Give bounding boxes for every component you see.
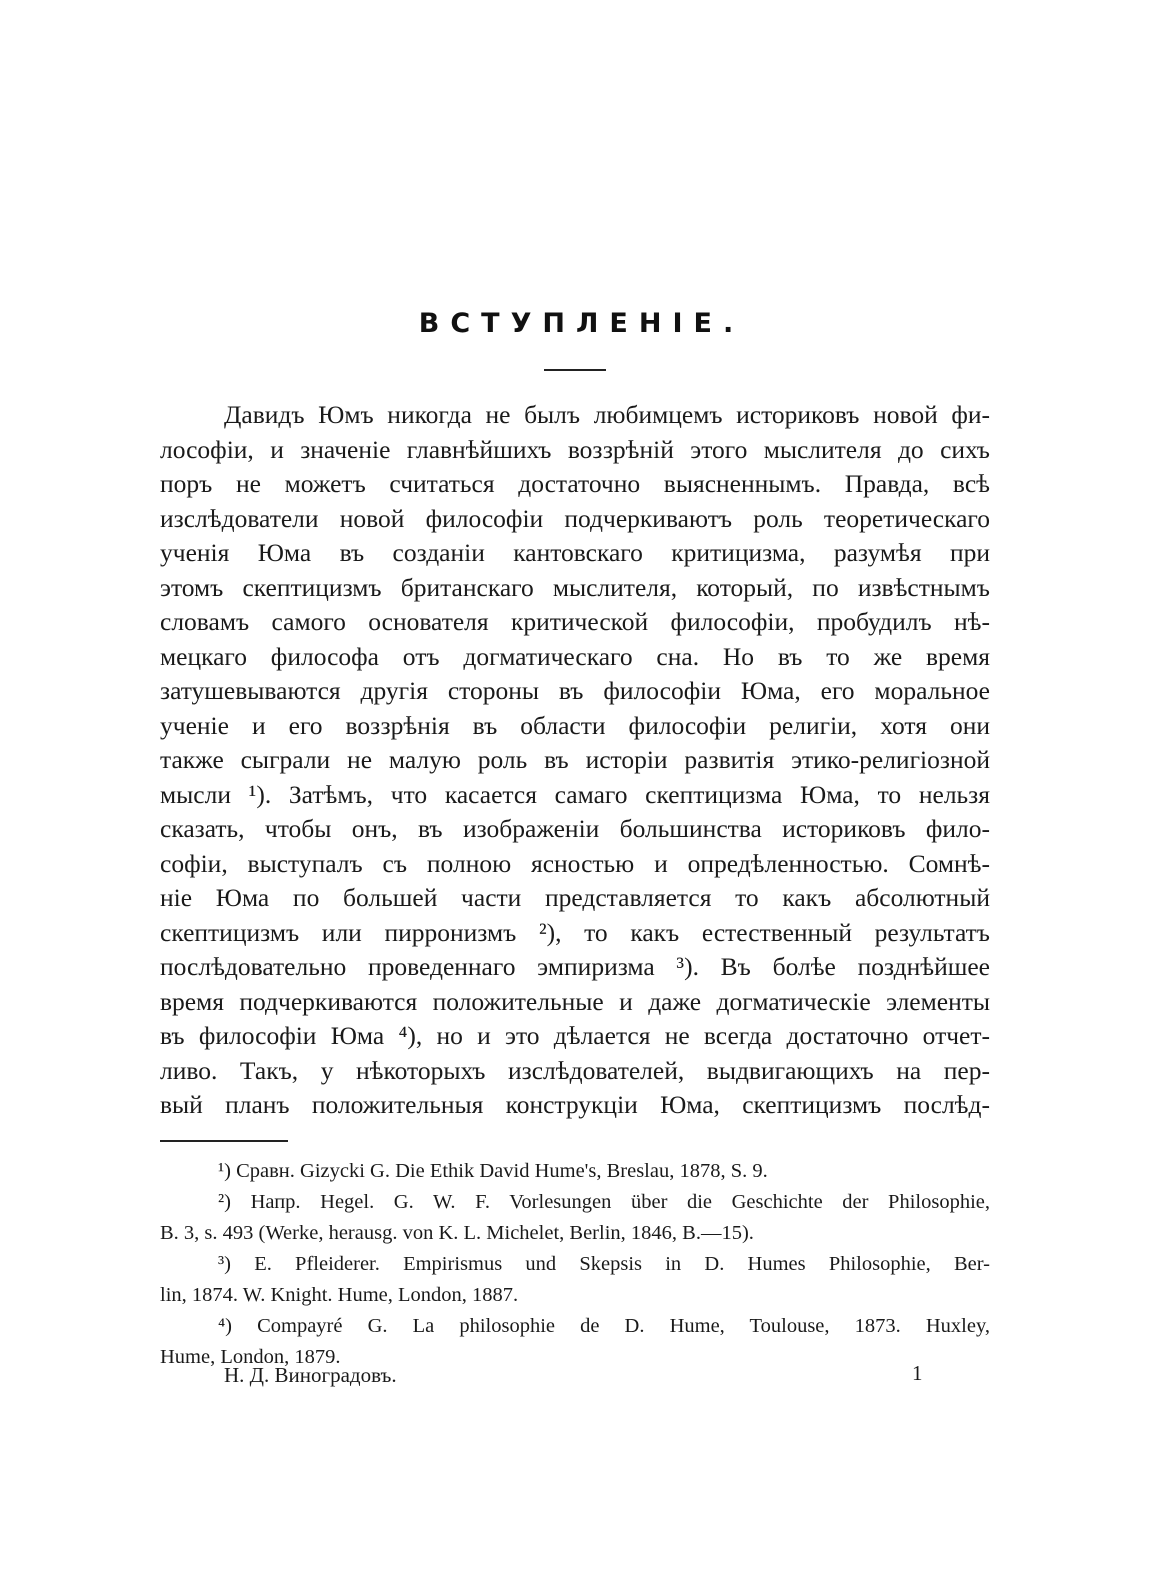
body-paragraph <box>160 398 990 1123</box>
footnote-4-continued: Hume, London, 1879. <box>160 1346 341 1368</box>
footnote-4: ⁴) Compayré G. La philosophie de D. Hume, Toulouse, 1873. Huxley, <box>218 1315 990 1337</box>
body-line: скептицизмъ или пирронизмъ ²), то какъ естественный результатъ <box>160 917 990 947</box>
body-line: вый планъ положительныя конструкціи Юма, скептицизмъ послѣд- <box>160 1090 990 1119</box>
footnote-divider <box>160 1140 288 1142</box>
footnote-3: ³) E. Pfleiderer. Empirismus und Skepsis in D. Humes Philosophie, Ber- <box>218 1253 990 1275</box>
footnote-3-continued: lin, 1874. W. Knight. Hume, London, 1887. <box>160 1284 519 1306</box>
body-line: послѣдовательно проведеннаго эмпиризма ³). Въ болѣе позднѣйшее <box>160 952 990 981</box>
body-line: софіи, выступалъ съ полною ясностью и опредѣленностью. Сомнѣ- <box>160 848 990 878</box>
body-line: ученія Юма въ созданіи кантовскаго критицизма, разумѣя при <box>160 538 990 567</box>
body-line: словамъ самого основателя критической философіи, пробудилъ нѣ- <box>160 607 990 636</box>
body-line: ученіе и его воззрѣнія въ области философіи религіи, хотя они <box>160 710 990 740</box>
body-line: ніе Юма по большей части представляется то какъ абсолютный <box>160 883 990 912</box>
footnote-2-continued: B. 3, s. 493 (Werke, herausg. von K. L. Michelet, Berlin, 1846, B.—15). <box>160 1222 754 1244</box>
author-signature: Н. Д. Виноградовъ. <box>224 1363 397 1387</box>
body-line: лософіи, и значеніе главнѣйшихъ воззрѣній этого мыслителя до сихъ <box>160 434 990 464</box>
body-line: сказать, чтобы онъ, въ изображеніи большинства историковъ фило- <box>160 814 990 843</box>
body-line: въ философіи Юма ⁴), но и это дѣлается не всегда достаточно отчет- <box>160 1021 990 1050</box>
body-line: мецкаго философа отъ догматическаго сна. Но въ то же время <box>160 641 990 671</box>
body-line: ливо. Такъ, у нѣкоторыхъ изслѣдователей, выдвигающихъ на пер- <box>160 1055 990 1085</box>
body-line: поръ не можетъ считаться достаточно выясненнымъ. Правда, всѣ <box>160 469 990 498</box>
body-line: мысли ¹). Затѣмъ, что касается самаго скептицизма Юма, то нельзя <box>160 779 990 809</box>
footnotes <box>160 1156 990 1373</box>
chapter-title: ВСТУПЛЕНІЕ. <box>418 308 745 339</box>
body-line: затушевываются другія стороны въ философіи Юма, его моральное <box>160 676 990 705</box>
footnote-1: ¹) Сравн. Gizycki G. Die Ethik David Hume's, Breslau, 1878, S. 9. <box>218 1160 768 1182</box>
page-number: 1 <box>912 1361 923 1385</box>
body-line: Давидъ Юмъ никогда не былъ любимцемъ историковъ новой фи- <box>224 400 990 429</box>
footnote-2: ²) Напр. Hegel. G. W. F. Vorlesungen über die Geschichte der Philosophie, <box>218 1191 990 1213</box>
body-line: этомъ скептицизмъ британскаго мыслителя, который, по извѣстнымъ <box>160 572 990 602</box>
title-divider <box>544 369 606 371</box>
body-line: время подчеркиваются положительные и даже догматическіе элементы <box>160 986 990 1016</box>
body-line: изслѣдователи новой философіи подчеркиваютъ роль теоретическаго <box>160 503 990 533</box>
body-line: также сыграли не малую роль въ исторіи развитія этико-религіозной <box>160 745 990 774</box>
